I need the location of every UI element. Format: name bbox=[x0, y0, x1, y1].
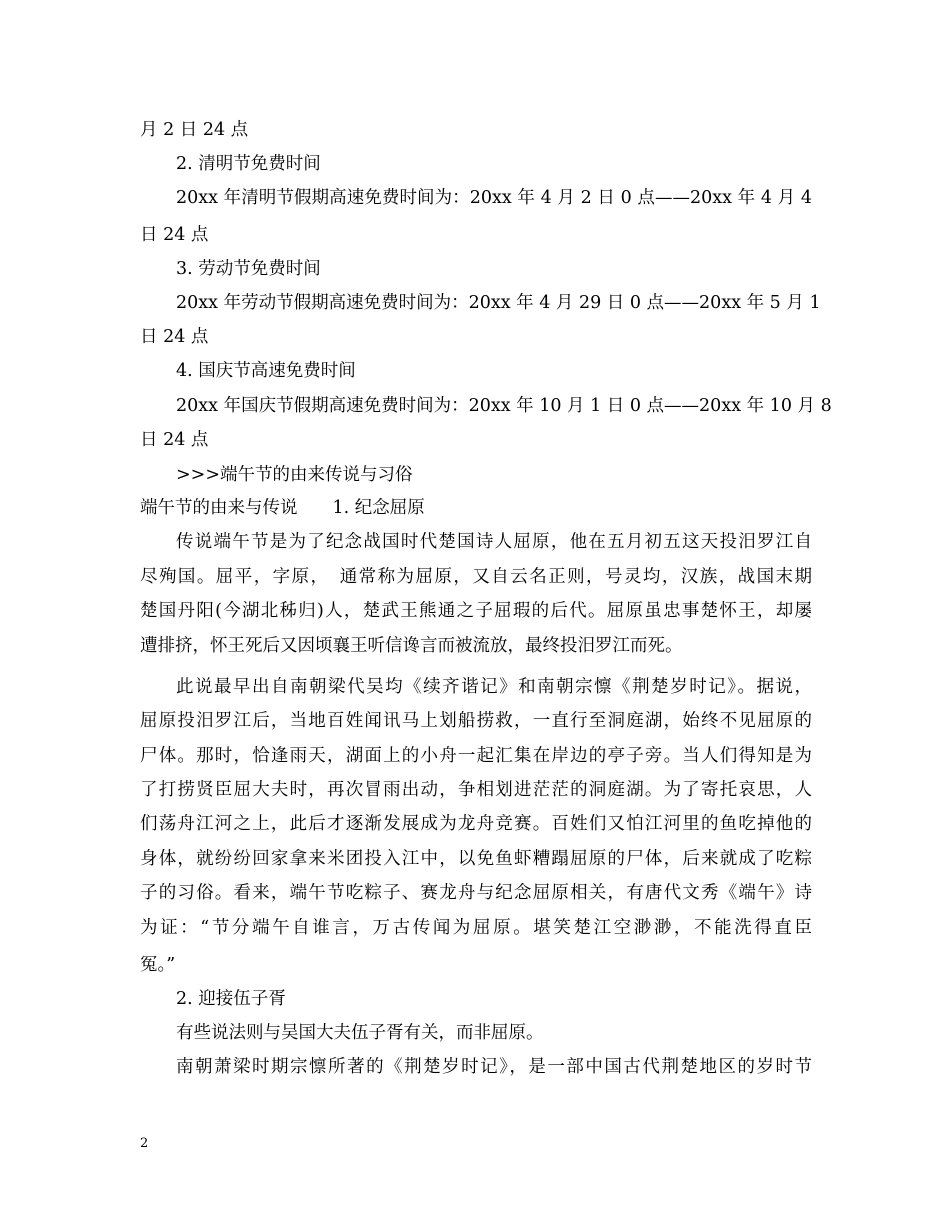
paragraph-line: 为证：“节分端午自谁言，万古传闻为屈原。堪笑楚江空渺渺，不能洗得直臣 bbox=[140, 918, 812, 938]
text-line: 月 2 日 24 点 bbox=[140, 120, 249, 140]
paragraph-line: 尽殉国。屈平，字原， 通常称为屈原，又自云名正则，号灵均，汉族，战国末期 bbox=[140, 567, 812, 587]
paragraph-line: 们荡舟江河之上，此后才逐渐发展成为龙舟竞赛。百姓们又怕江河里的鱼吃掉他的 bbox=[140, 814, 812, 834]
text-line: 20xx 年劳动节假期高速免费时间为：20xx 年 4 月 29 日 0 点——20xx 年 5 月 1 bbox=[176, 293, 821, 313]
paragraph-line: 此说最早出自南朝梁代吴均《续齐谐记》和南朝宗懔《荆楚岁时记》。据说， bbox=[176, 677, 812, 697]
paragraph-line: 南朝萧梁时期宗懔所著的《荆楚岁时记》，是一部中国古代荆楚地区的岁时节 bbox=[176, 1057, 812, 1077]
text-line: 20xx 年清明节假期高速免费时间为：20xx 年 4 月 2 日 0 点——20xx 年 4 月 4 bbox=[176, 188, 812, 208]
paragraph-line: 屈原投汨罗江后，当地百姓闻讯马上划船捞救，一直行至洞庭湖，始终不见屈原的 bbox=[140, 711, 812, 731]
paragraph-line: 了打捞贤臣屈大夫时，再次冒雨出动，争相划进茫茫的洞庭湖。为了寄托哀思，人 bbox=[140, 780, 812, 800]
text-line: 日 24 点 bbox=[140, 225, 209, 245]
paragraph-line: 楚国丹阳(今湖北秭归)人，楚武王熊通之子屈瑕的后代。屈原虽忠事楚怀王，却屡 bbox=[140, 601, 812, 621]
subsection-heading: 端午节的由来与传说 1. 纪念屈原 bbox=[140, 498, 425, 518]
section-heading-wu-zixu: 2. 迎接伍子胥 bbox=[176, 989, 286, 1009]
section-heading-national-day: 4. 国庆节高速免费时间 bbox=[176, 361, 356, 381]
text-line: 日 24 点 bbox=[140, 327, 209, 347]
paragraph-line: 身体，就纷纷回家拿来米团投入江中，以免鱼虾糟蹋屈原的尸体，后来就成了吃粽 bbox=[140, 849, 812, 869]
section-heading-labor-day: 3. 劳动节免费时间 bbox=[176, 259, 321, 279]
text-line: 20xx 年国庆节假期高速免费时间为：20xx 年 10 月 1 日 0 点——20xx 年 10 月 8 bbox=[176, 396, 832, 416]
paragraph-line: 遭排挤，怀王死后又因顷襄王听信谗言而被流放，最终投汨罗江而死。 bbox=[140, 636, 683, 656]
text-line: 日 24 点 bbox=[140, 430, 209, 450]
section-heading-qingming: 2. 清明节免费时间 bbox=[176, 154, 321, 174]
paragraph-line: 有些说法则与吴国大夫伍子胥有关，而非屈原。 bbox=[176, 1023, 544, 1043]
paragraph-line: 尸体。那时，恰逢雨天，湖面上的小舟一起汇集在岸边的亭子旁。当人们得知是为 bbox=[140, 746, 812, 766]
section-heading-dragon-boat: >>>端午节的由来传说与习俗 bbox=[176, 465, 413, 485]
page-number: 2 bbox=[140, 1136, 149, 1151]
paragraph-line: 冤。” bbox=[140, 955, 176, 975]
paragraph-line: 子的习俗。看来，端午节吃粽子、赛龙舟与纪念屈原相关，有唐代文秀《端午》诗 bbox=[140, 883, 812, 903]
paragraph-line: 传说端午节是为了纪念战国时代楚国诗人屈原，他在五月初五这天投汨罗江自 bbox=[176, 532, 812, 552]
